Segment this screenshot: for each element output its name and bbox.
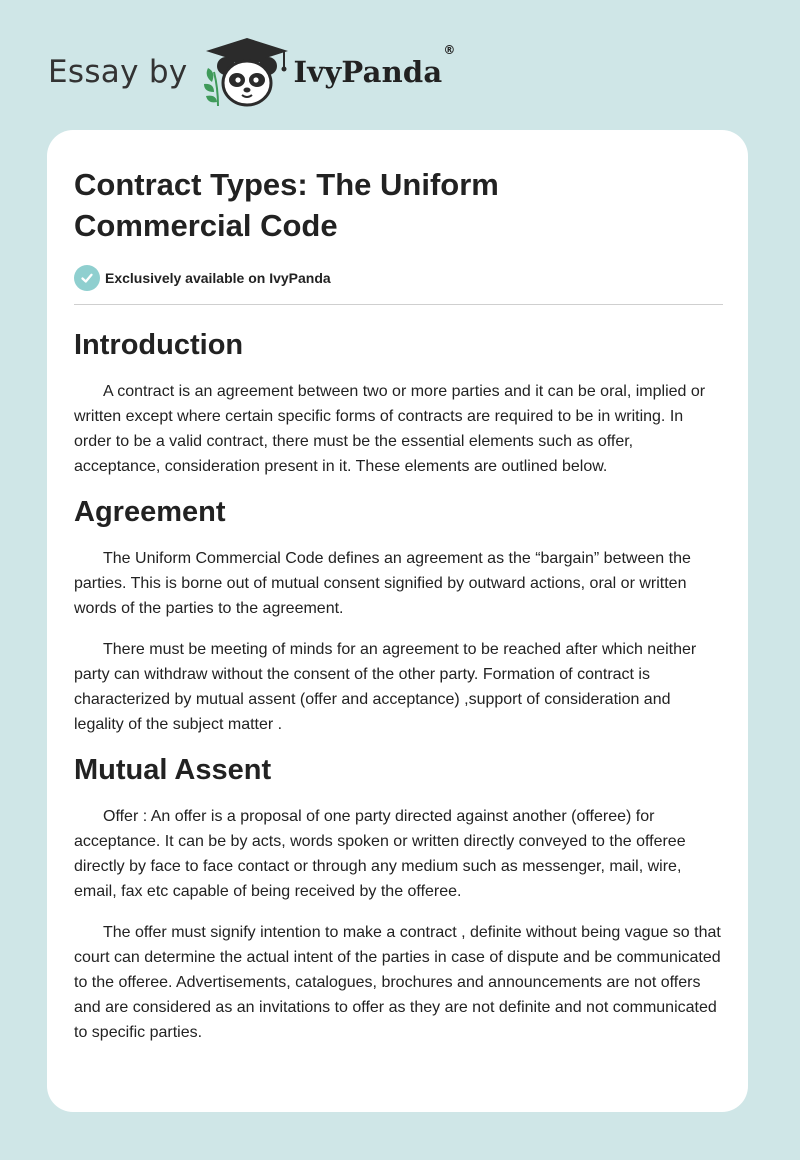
site-logo[interactable]: [48, 36, 456, 108]
page-title: Contract Types: The Uniform Commercial Code: [74, 167, 499, 243]
badge-text: Exclusively available on IvyPanda: [105, 270, 331, 286]
panda-graduate-icon: [202, 36, 292, 108]
section-mutual-assent: [74, 753, 722, 1045]
paragraph: The Uniform Commercial Code defines an agreement as the “bargain” between the parties. This is borne out of mutual consent signified by outward actions, oral or written words of the parties to the agreement.: [74, 550, 691, 617]
section-heading: Introduction: [74, 329, 244, 361]
section-heading: Mutual Assent: [74, 754, 272, 786]
brand-name: IvyPanda®: [293, 43, 456, 89]
exclusive-badge: [74, 265, 722, 291]
essay-card: [47, 130, 748, 1112]
paragraph: There must be meeting of minds for an agreement to be reached after which neither party can withdraw without the consent of the other party. Formation of contract is characterized by mutual assent (offer and acceptance) ,support of consideration and legality of the subject matter .: [74, 641, 697, 733]
section-heading: Agreement: [74, 496, 226, 528]
divider: [74, 304, 723, 305]
section-introduction: [74, 328, 722, 479]
essay-by-label: Essay by: [48, 54, 188, 90]
paragraph: A contract is an agreement between two or more parties and it can be oral, implied or written except where certain specific forms of contracts are required to be in writing. In order to be a valid contract, there must be the essential elements such as offer, acceptance, consideration present in it. These elements are outlined below.: [74, 383, 706, 475]
paragraph: Offer : An offer is a proposal of one party directed against another (offeree) for acceptance. It can be by acts, words spoken or written directly conveyed to the offeree directly by face to face contact or through any medium such as messenger, mail, wire, email, fax etc capable of being received by the offeree.: [74, 808, 686, 900]
check-icon: [74, 265, 100, 291]
paragraph: The offer must signify intention to make a contract , definite without being vague so that court can determine the actual intent of the parties in case of dispute and be communicated to the offeree. Advertisements, catalogues, brochures and announcements are not offers and are considered as an invitations to offer as they are not definite and not communicated to specific parties.: [74, 924, 721, 1041]
registered-mark: ®: [443, 43, 456, 57]
section-agreement: [74, 495, 722, 737]
